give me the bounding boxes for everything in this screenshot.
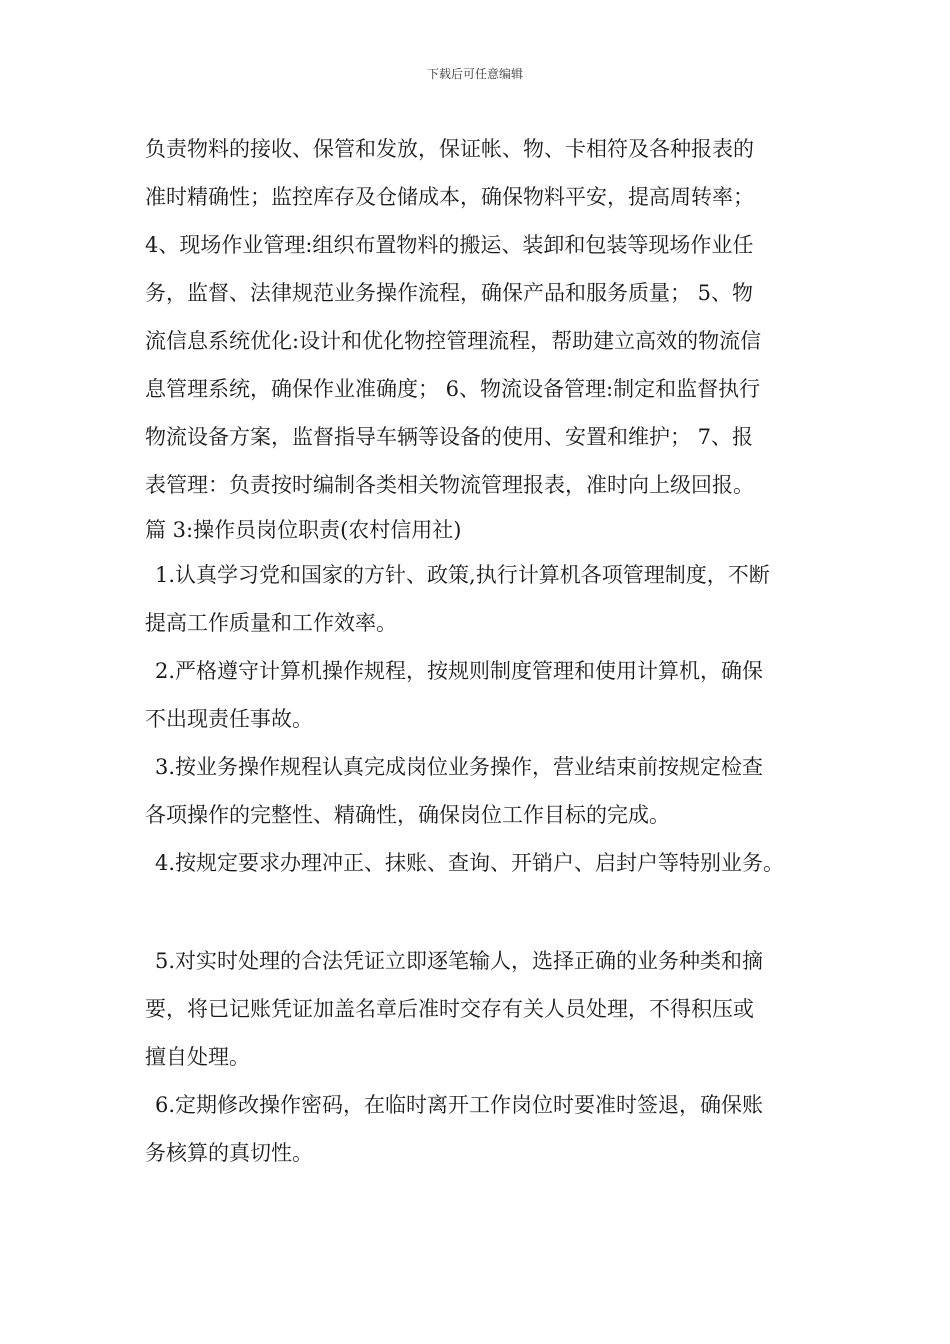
blank-line: [145, 887, 825, 937]
section-title: 篇 3:操作员岗位职责(农村信用社): [145, 518, 462, 542]
text-line: 1.认真学习党和国家的方针、政策,执行计算机各项管理制度，不断: [155, 563, 770, 587]
text-line: 务，监督、法律规范业务操作流程，确保产品和服务质量； 5、物: [145, 281, 754, 305]
text-line: 流信息系统优化:设计和优化物控管理流程，帮助建立高效的物流信: [145, 329, 762, 353]
text-line: 4.按规定要求办理冲正、抹账、查询、开销户、启封户等特别业务。: [155, 851, 785, 875]
text-line: 表管理：负责按时编制各类相关物流管理报表，准时向上级回报。: [145, 473, 754, 497]
list-item: [145, 743, 825, 839]
text-line: 负责物料的接收、保管和发放，保证帐、物、卡相符及各种报表的: [145, 137, 754, 161]
text-line: 4、现场作业管理:组织布置物料的搬运、装卸和包装等现场作业任: [145, 233, 754, 257]
list-item: [145, 551, 825, 647]
text-line: 各项操作的完整性、精确性，确保岗位工作目标的完成。: [145, 803, 670, 827]
text-line: 2.严格遵守计算机操作规程，按规则制度管理和使用计算机，确保: [155, 659, 764, 683]
text-line: 3.按业务操作规程认真完成岗位业务操作，营业结束前按规定检查: [155, 755, 764, 779]
text-line: 5.对实时处理的合法凭证立即逐笔输人，选择正确的业务种类和摘: [155, 949, 764, 973]
text-line: 准时精确性；监控库存及仓储成本，确保物料平安，提高周转率；: [145, 185, 754, 209]
text-line: 擅自处理。: [145, 1045, 250, 1069]
page-header: 下载后可任意编辑: [426, 67, 523, 81]
list-item: [145, 937, 825, 1081]
list-item: [145, 1081, 825, 1177]
text-line: 提高工作质量和工作效率。: [145, 611, 397, 635]
text-line: 息管理系统，确保作业准确度； 6、物流设备管理:制定和监督执行: [145, 377, 761, 401]
text-line: 要，将已记账凭证加盖名章后准时交存有关人员处理，不得积压或: [145, 997, 754, 1021]
text-line: 6.定期修改操作密码，在临时离开工作岗位时要准时签退，确保账: [155, 1093, 764, 1117]
list-item: [145, 839, 825, 887]
intro-paragraph: [145, 125, 825, 509]
text-line: 物流设备方案，监督指导车辆等设备的使用、安置和维护； 7、报: [145, 425, 754, 449]
text-line: 务核算的真切性。: [145, 1141, 313, 1165]
text-line: 不出现责任事故。: [145, 707, 313, 731]
list-item: [145, 647, 825, 743]
document-body: [145, 125, 825, 1177]
